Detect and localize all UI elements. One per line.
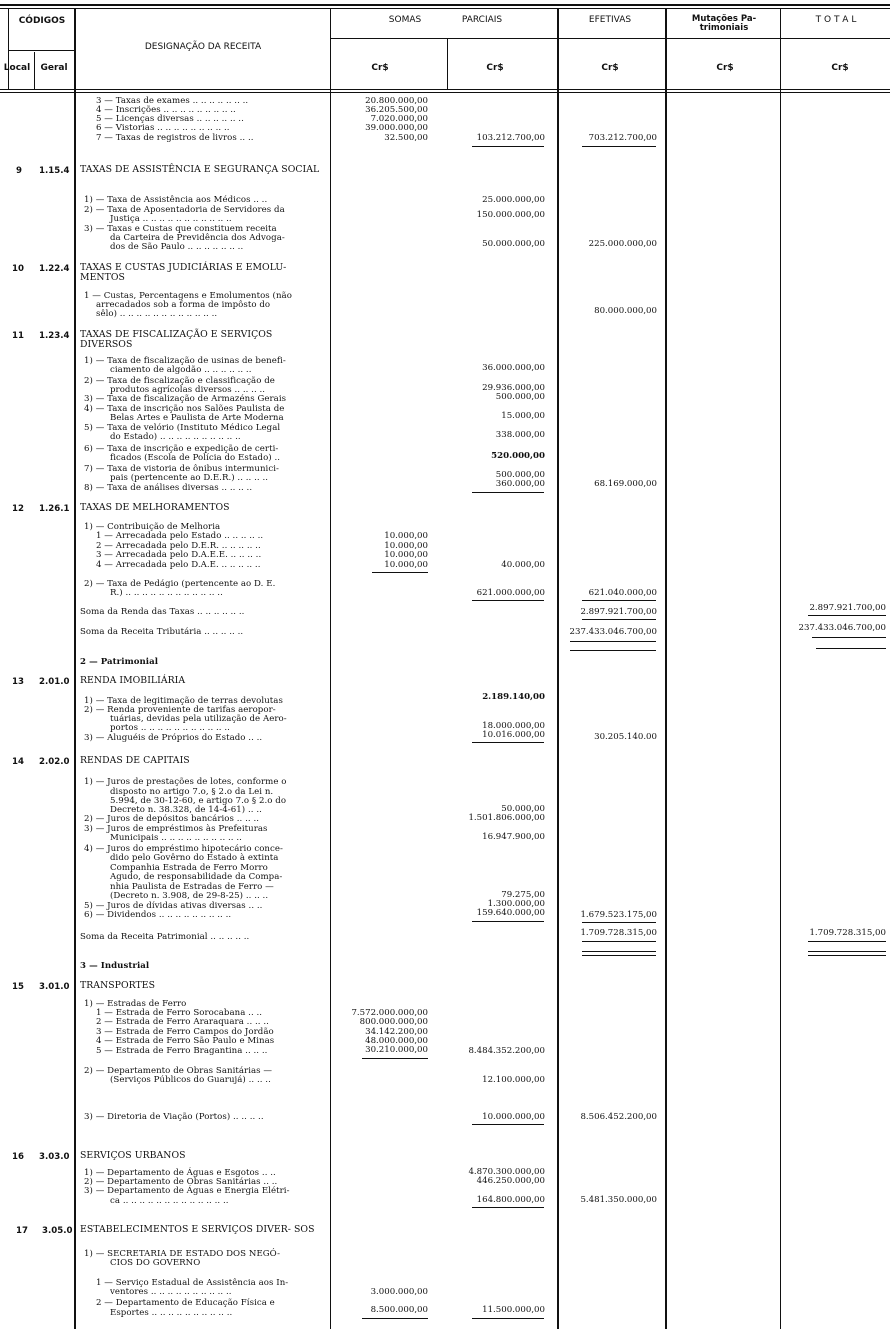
section-title: RENDA IMOBILIÁRIA [80,675,186,686]
soma-taxas-efetivas: 2.897.921.700,00 [580,607,657,617]
section-title: SERVIÇOS URBANOS [80,1150,186,1161]
code-geral: 1.23.4 [39,331,70,341]
underline [816,648,886,649]
value-parciais: 18.000.000,00 [482,721,545,731]
row-item: 4) — Taxa de inscrição nos Salões Paulista de [84,404,285,414]
header-efetivas: EFETIVAS [588,15,632,25]
header-currency-somas: Cr$ [371,63,389,73]
value-somas: 10.000,00 [384,560,428,570]
row-item: dido pelo Govêrno do Estado à extinta [110,853,279,863]
code-local: 11 [12,331,24,341]
row-item: 3) — Juros de empréstimos às Prefeituras [84,824,268,834]
col-divider-mut [665,8,667,1329]
row-item: 5) — Taxa de velório (Instituto Médico Legal [84,423,281,433]
underline [472,1124,544,1125]
top-border [0,4,890,6]
underline [582,951,656,952]
value-somas: 34.142.200,00 [365,1027,428,1037]
value-somas: 8.500.000,00 [370,1305,428,1315]
row-item: 3) — Taxa de fiscalização de Armazéns Gerais [84,394,287,404]
row-item: (Decreto n. 3.908, de 29-8-25) .. .. .. [110,891,269,901]
section-title: RENDAS DE CAPITAIS [80,755,190,766]
row-item: do Estado) .. .. .. .. .. .. .. .. .. .. [110,432,241,442]
row-item: 1) — Departamento de Águas e Esgotos .. .. [84,1168,276,1178]
code-geral: 1.22.4 [39,264,70,274]
value-efetivas: 621.040.000,00 [588,588,657,598]
code-geral: 1.26.1 [39,504,70,514]
row-item: Agudo, de responsabilidade da Compa- [110,872,283,882]
category-patrimonial: 2 — Patrimonial [80,657,159,667]
value-somas: 39.000.000,00 [365,123,428,133]
row-item: 2 — Estrada de Ferro Araraquara .. .. .. [96,1017,269,1027]
code-local: 15 [12,982,24,992]
soma-taxas-total: 2.897.921.700,00 [809,603,886,613]
value-somas: 7.572.000.000,00 [351,1008,428,1018]
code-local: 10 [12,264,24,274]
col-divider-local [34,52,35,90]
code-local: 12 [12,504,24,514]
value-parciais: 360.000,00 [495,479,545,489]
code-geral: 2.02.0 [39,757,70,767]
row-item: 3) — Departamento de Águas e Energia Elétri- [84,1186,290,1196]
header-geral: Geral [40,63,68,73]
underline [808,615,886,616]
value-somas: 7.020.000,00 [370,114,428,124]
soma-patrimonial-total: 1.709.728.315,00 [809,928,886,938]
section-title: TAXAS DE ASSISTÊNCIA E SEGURANÇA SOCIAL [80,164,320,175]
row-item: 5 — Estrada de Ferro Bragantina .. .. .. [96,1046,268,1056]
col-divider-left [8,8,9,90]
value-efetivas: 80.000.000,00 [594,306,657,316]
value-somas: 800.000.000,00 [359,1017,428,1027]
soma-tributaria-total: 237.433.046.700,00 [798,623,886,633]
value-efetivas: 8.506.452.200,00 [580,1112,657,1122]
row-item: (Serviços Públicos do Guarujá) .. .. .. [110,1075,271,1085]
value-parciais: 4.870.300.000,00 [468,1167,545,1177]
row-item: 2) — Taxa de fiscalização e classificação de [84,376,275,386]
row-item: Esportes .. .. .. .. .. .. .. .. .. .. [110,1308,233,1318]
header-total: T O T A L [815,15,857,25]
section-title: TAXAS E CUSTAS JUDICIÁRIAS E EMOLU- MENTOS [80,262,287,283]
value-parciais: 15.000,00 [501,411,545,421]
row-item: 3 — Arrecadada pelo D.A.E.E. .. .. .. .. [96,550,262,560]
underline [472,742,544,743]
row-item: 3) — Diretoria de Viação (Portos) .. .. .. .. [84,1112,264,1122]
row-item: Companhia Estrada de Ferro Morro [110,863,268,873]
underline [808,941,886,942]
value-parciais: 103.212.700,00 [476,133,545,143]
value-efetivas: 30.205.140.00 [594,732,657,742]
row-item: 2) — Departamento de Obras Sanitárias .. .. [84,1177,278,1187]
code-local: 13 [12,677,24,687]
row-item: R.) .. .. .. .. .. .. .. .. .. .. .. .. [110,588,223,598]
code-local: 9 [16,166,22,176]
row-item: produtos agrícolas diversos .. .. .. .. [110,385,266,395]
row-inscricoes: 4 — Inscrições .. .. .. .. .. .. .. .. .. [96,105,236,115]
value-parciais: 150.000.000,00 [476,210,545,220]
underline [472,921,544,922]
value-parciais: 10.000.000,00 [482,1112,545,1122]
row-item: nhia Paulista de Estradas de Ferro — [110,882,274,892]
underline [472,600,544,601]
header-somas: SOMAS [388,15,422,25]
row-item: Decreto n. 38.328, de 14-4-61) .. .. [110,805,262,815]
row-taxas-exames: 3 — Taxas de exames .. .. .. .. .. .. .. [96,96,249,106]
header-mutacoes-line2: trimoniais [699,23,749,33]
underline [372,572,428,573]
row-item: 2) — Departamento de Obras Sanitárias — [84,1066,273,1076]
underline [472,1318,544,1319]
value-parciais: 1.501.806.000,00 [468,813,545,823]
underline [570,641,656,642]
header-parciais: PARCIAIS [461,15,503,25]
row-item: 3 — Estrada de Ferro Campos do Jordão [96,1027,274,1037]
underline [472,492,544,493]
value-parciais: 2.189.140,00 [482,692,545,702]
value-somas: 10.000,00 [384,531,428,541]
row-licencas: 5 — Licenças diversas .. .. .. .. .. .. [96,114,244,124]
row-item: 1) — Taxa de fiscalização de usinas de benefi- [84,356,286,366]
value-parciais: 29.936.000,00 [482,383,545,393]
header-local: Local [3,63,31,73]
row-vistorias: 6 — Vistorias .. .. .. .. .. .. .. .. .. [96,123,230,133]
row-item: 1) — Taxa de Assistência aos Médicos .. .. [84,195,268,205]
hdr-bottom-1 [0,89,890,90]
underline [582,146,656,147]
value-parciais: 520.000,00 [491,451,545,461]
soma-tributaria-label: Soma da Receita Tributária .. .. .. .. .. [80,627,244,637]
value-parciais: 1.300.000,00 [487,899,545,909]
section-title: TRANSPORTES [80,980,156,991]
value-parciais: 40.000,00 [501,560,545,570]
underline [582,619,656,620]
value-parciais: 621.000.000,00 [476,588,545,598]
row-item: ventores .. .. .. .. .. .. .. .. .. .. [110,1287,232,1297]
underline [362,1318,428,1319]
underline [570,650,656,651]
header-currency-total: Cr$ [831,63,849,73]
value-parciais: 25.000.000,00 [482,195,545,205]
row-item: 4) — Juros do empréstimo hipotecário conce- [84,844,283,854]
row-item: Municipais .. .. .. .. .. .. .. .. .. .. [110,833,242,843]
col-divider-codes [74,8,76,1329]
value-parciais: 500.000,00 [495,392,545,402]
row-item: 1 — Custas, Percentagens e Emolumentos (não [84,291,292,301]
category-industrial: 3 — Industrial [80,961,150,971]
row-item: 1 — Arrecadada pelo Estado .. .. .. .. .. [96,531,264,541]
col-divider-total [780,8,781,1329]
row-item: da Carteira de Previdência dos Advoga- [110,233,285,243]
row-item: 8) — Taxa de análises diversas .. .. .. .. [84,483,253,493]
value-somas: 3.000.000,00 [370,1287,428,1297]
header-currency-efetivas: Cr$ [601,63,619,73]
value-somas: 30.210.000,00 [365,1045,428,1055]
code-local: 14 [12,757,24,767]
row-item: 1) — Estradas de Ferro [84,999,187,1009]
row-item: 1) — SECRETARIA DE ESTADO DOS NEGÓ- [84,1249,281,1259]
row-item: 4 — Arrecadada pelo D.A.E. .. .. .. .. .. [96,560,261,570]
row-item: tuárias, devidas pela utilização de Aero- [110,714,287,724]
value-parciais: 10.016.000,00 [482,730,545,740]
code-geral: 1.15.4 [39,166,70,176]
value-parciais: 79.275,00 [501,890,545,900]
soma-patrimonial-label: Soma da Receita Patrimonial .. .. .. .. .. [80,932,250,942]
value-somas: 20.800.000,00 [365,96,428,106]
row-item: 5) — Juros de dívidas ativas diversas .. .. [84,901,263,911]
underline [582,600,656,601]
value-parciais: 50.000.000,00 [482,239,545,249]
row-item: dos de São Paulo .. .. .. .. .. .. .. [110,242,244,252]
row-item: arrecadados sob a forma de impôsto do [96,300,271,310]
row-item: 2) — Taxa de Pedágio (pertencente ao D. E. [84,579,276,589]
underline [582,922,656,923]
value-somas: 36.205.500,00 [365,105,428,115]
code-geral: 3.01.0 [39,982,70,992]
value-parciais: 8.484.352.200,00 [468,1046,545,1056]
col-divider-desig [330,8,331,1329]
row-item: 1) — Taxa de legitimação de terras devolutas [84,696,283,706]
row-item: 3) — Taxas e Custas que constituem receita [84,224,277,234]
row-item: 1 — Serviço Estadual de Assistência aos In- [96,1278,289,1288]
row-item: 1 — Estrada de Ferro Sorocabana .. .. [96,1008,263,1018]
row-item: 3) — Aluguéis de Próprios do Estado .. .. [84,733,263,743]
value-somas: 10.000,00 [384,541,428,551]
row-item: portos .. .. .. .. .. .. .. .. .. .. .. [110,723,230,733]
row-item: 4 — Estrada de Ferro São Paulo e Minas [96,1036,275,1046]
col-divider-efet [557,8,559,1329]
row-item: Belas Artes e Paulista de Arte Moderna [110,413,284,423]
value-efetivas: 225.000.000,00 [588,239,657,249]
header-mutacoes [672,15,776,33]
underline [472,1207,544,1208]
hdr-line-codigos [8,50,74,51]
underline [472,146,544,147]
row-item: disposto no artigo 7.o, § 2.o da Lei n. [110,787,274,797]
row-item: 1) — Juros de prestações de lotes, conforme o [84,777,287,787]
underline [812,637,886,638]
row-item: 2) — Juros de depósitos bancários .. .. .. [84,814,260,824]
value-somas: 10.000,00 [384,550,428,560]
row-item: ficados (Escola de Polícia do Estado) .. [110,453,281,463]
code-local: 16 [12,1152,24,1162]
row-registros-livros: 7 — Taxas de registros de livros .. .. [96,133,254,143]
row-item: 2 — Arrecadada pelo D.E.R. .. .. .. .. .. [96,541,261,551]
header-designacao: DESIGNAÇÃO DA RECEITA [144,42,262,52]
soma-patrimonial-efetivas: 1.709.728.315,00 [580,928,657,938]
soma-taxas-label: Soma da Renda das Taxas .. .. .. .. .. .. [80,607,245,617]
code-geral: 2.01.0 [39,677,70,687]
soma-tributaria-efetivas: 237.433.046.700,00 [569,627,657,637]
row-item: 5.994, de 30-12-60, e artigo 7.o § 2.o do [110,796,287,806]
row-item: 7) — Taxa de vistoria de ônibus intermunici- [84,464,279,474]
section-title: TAXAS DE FISCALIZAÇÃO E SERVIÇOS DIVERSOS [80,329,273,350]
row-item: 6) — Dividendos .. .. .. .. .. .. .. .. .. [84,910,232,920]
value-parciais: 11.500.000,00 [482,1305,545,1315]
row-item: 2) — Renda proveniente de tarifas aeropor- [84,705,276,715]
header-codigos: CÓDIGOS [18,16,66,26]
value-efetivas: 5.481.350.000,00 [580,1195,657,1205]
underline [362,1058,428,1059]
value-parciais: 16.947.900,00 [482,832,545,842]
value-somas: 48.000.000,00 [365,1036,428,1046]
row-item: 6) — Taxa de inscrição e expedição de certi- [84,444,279,454]
value-efetivas: 1.679.523.175,00 [580,910,657,920]
value-efetivas: 703.212.700,00 [588,133,657,143]
underline [808,951,886,952]
section-title: TAXAS DE MELHORAMENTOS [80,502,230,513]
col-divider-parc [447,38,448,90]
value-parciais: 500.000,00 [495,470,545,480]
value-efetivas: 68.169.000,00 [594,479,657,489]
value-parciais: 12.100.000,00 [482,1075,545,1085]
row-item: 2) — Taxa de Aposentadoria de Servidores da [84,205,285,215]
header-mutacoes-line1: Mutações Pa- [691,14,757,24]
row-item: 2 — Departamento de Educação Física e [96,1298,275,1308]
value-parciais: 164.800.000,00 [476,1195,545,1205]
top-border-inner [0,8,890,9]
row-item: ca .. .. .. .. .. .. .. .. .. .. .. .. .. [110,1196,229,1206]
row-item: Justiça .. .. .. .. .. .. .. .. .. .. .. [110,214,232,224]
code-geral: 3.05.0 [42,1226,73,1236]
row-item: ciamento de algodão .. .. .. .. .. .. [110,365,252,375]
value-parciais: 36.000.000,00 [482,363,545,373]
row-item: 1) — Contribuição de Melhoria [84,522,221,532]
value-parciais: 159.640.000,00 [476,908,545,918]
underline [808,955,886,956]
row-item: pais (pertencente ao D.E.R.) .. .. .. .. [110,473,269,483]
row-item: sêlo) .. .. .. .. .. .. .. .. .. .. .. .. [96,309,218,319]
code-local: 17 [16,1226,28,1236]
value-parciais: 338.000,00 [495,430,545,440]
header-currency-parciais: Cr$ [486,63,504,73]
value-somas: 32.500,00 [384,133,428,143]
value-parciais: 446.250.000,00 [476,1176,545,1186]
value-parciais: 50.000,00 [501,804,545,814]
underline [582,941,656,942]
row-item: CIOS DO GOVERNO [110,1258,201,1268]
hdr-bottom-2 [0,92,890,93]
hdr-line-cols [330,38,890,39]
underline [582,955,656,956]
header-currency-mutacoes: Cr$ [716,63,734,73]
section-title: ESTABELECIMENTOS E SERVIÇOS DIVER- SOS [80,1224,315,1235]
code-geral: 3.03.0 [39,1152,70,1162]
